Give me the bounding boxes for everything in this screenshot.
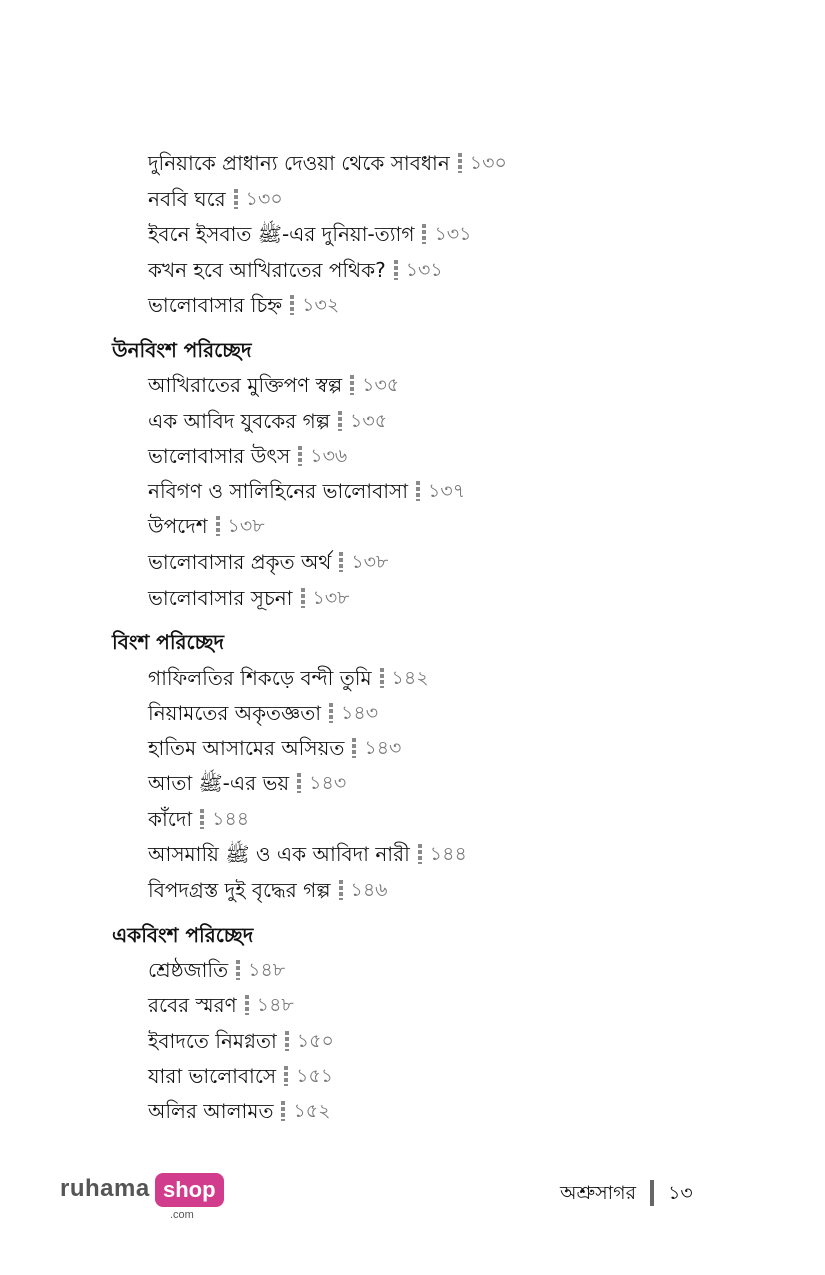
toc-entry — [148, 804, 249, 834]
toc-entry-title: ইবাদতে নিমগ্নতা — [148, 1029, 277, 1053]
toc-entry — [148, 1096, 330, 1126]
dotted-separator-icon — [200, 809, 204, 829]
dotted-separator-icon — [338, 411, 342, 431]
toc-entry-page: ১৪৩ — [364, 737, 402, 759]
toc-entry-title: আতা ﷺ-এর ভয় — [148, 771, 290, 795]
chapter-heading: উনবিংশ পরিচ্ছেদ — [112, 338, 252, 362]
toc-entry-title: কাঁদো — [148, 807, 193, 831]
dotted-separator-icon — [329, 703, 333, 723]
chapter-heading: বিংশ পরিচ্ছেদ — [112, 630, 225, 654]
dotted-separator-icon — [301, 588, 305, 608]
toc-entry — [148, 663, 429, 693]
toc-entry-title: দুনিয়াকে প্রাধান্য দেওয়া থেকে সাবধান — [148, 151, 450, 175]
toc-entry-page: ১৫২ — [293, 1100, 331, 1122]
toc-entry — [148, 290, 339, 320]
dotted-separator-icon — [418, 844, 422, 864]
dotted-separator-icon — [394, 260, 398, 280]
dotted-separator-icon — [416, 481, 420, 501]
toc-entry-title: গাফিলতির শিকড়ে বন্দী তুমি — [148, 666, 372, 690]
dotted-separator-icon — [285, 1031, 289, 1051]
toc-entry-page: ১৪৩ — [341, 702, 379, 724]
toc-entry-title: কখন হবে আখিরাতের পথিক? — [148, 258, 386, 282]
toc-entry-title: ভালোবাসার প্রকৃত অর্থ — [148, 550, 332, 574]
toc-entry-title: নববি ঘরে — [148, 187, 226, 211]
dotted-separator-icon — [281, 1101, 285, 1121]
toc-entry-page: ১৪৮ — [256, 994, 294, 1016]
toc-entry-title: ইবনে ইসবাত ﷺ-এর দুনিয়া-ত্যাগ — [148, 222, 415, 246]
toc-entry-title: নবিগণ ও সালিহিনের ভালোবাসা — [148, 479, 409, 503]
ruhamashop-logo — [60, 1173, 230, 1223]
toc-entry-page: ১৩৮ — [312, 587, 350, 609]
dotted-separator-icon — [458, 153, 462, 173]
toc-entry-title: উপদেশ — [148, 514, 208, 538]
toc-entry-page: ১৩৫ — [362, 374, 400, 396]
toc-entry-page: ১৪৬ — [350, 879, 388, 901]
dotted-separator-icon — [297, 773, 301, 793]
toc-entry-title: হাতিম আসামের অসিয়ত — [148, 736, 345, 760]
logo-ruhama-text: ruhama — [60, 1175, 150, 1202]
dotted-separator-icon — [380, 668, 384, 688]
toc-entry — [148, 255, 443, 285]
toc-entry-page: ১৫১ — [296, 1065, 334, 1087]
toc-entry-title: বিপদগ্রস্ত দুই বৃদ্ধের গল্প — [148, 878, 331, 902]
toc-entry-page: ১৩১ — [434, 223, 472, 245]
toc-entry-page: ১৩২ — [302, 294, 340, 316]
toc-entry-page: ১৩১ — [405, 259, 443, 281]
toc-entry-page: ১৪৮ — [248, 959, 286, 981]
toc-entry — [148, 370, 399, 400]
toc-entry-title: অলির আলামত — [148, 1099, 274, 1123]
toc-entry-title: আসমায়ি ﷺ ও এক আবিদা নারী — [148, 842, 410, 866]
logo-com-text: .com — [170, 1209, 194, 1221]
toc-entry — [148, 733, 401, 763]
dotted-separator-icon — [234, 189, 238, 209]
toc-entry-title: নিয়ামতের অকৃতজ্ঞতা — [148, 701, 322, 725]
toc-entry — [148, 148, 507, 178]
toc-entry-title: ভালোবাসার সূচনা — [148, 586, 293, 610]
toc-entry-page: ১৩০ — [469, 152, 507, 174]
toc-entry — [148, 698, 378, 728]
toc-entry — [148, 583, 350, 613]
dotted-separator-icon — [216, 516, 220, 536]
dotted-separator-icon — [290, 295, 294, 315]
dotted-separator-icon — [350, 375, 354, 395]
toc-entry-page: ১৪৩ — [309, 772, 347, 794]
toc-entry — [148, 768, 346, 798]
toc-entry-title: আখিরাতের মুক্তিপণ স্বল্প — [148, 373, 343, 397]
toc-entry-page: ১৩৬ — [310, 445, 348, 467]
toc-entry-title: ভালোবাসার উৎস — [148, 444, 291, 468]
toc-entry — [148, 511, 265, 541]
toc-entry-page: ১৩০ — [245, 188, 283, 210]
logo-shop-badge: shop — [155, 1173, 224, 1207]
toc-entry — [148, 1061, 333, 1091]
footer-divider — [650, 1180, 654, 1206]
toc-entry — [148, 955, 285, 985]
toc-entry-page: ১৪৪ — [212, 808, 250, 830]
toc-entry-page: ১৩৭ — [428, 480, 466, 502]
toc-entry-page: ১৪৪ — [429, 843, 467, 865]
dotted-separator-icon — [284, 1066, 288, 1086]
toc-entry — [148, 1026, 334, 1056]
toc-entry-title: শ্রেষ্ঠজাতি — [148, 958, 229, 982]
chapter-heading: একবিংশ পরিচ্ছেদ — [112, 923, 254, 947]
page-footer — [560, 1178, 693, 1208]
toc-entry-title: এক আবিদ যুবকের গল্প — [148, 409, 331, 433]
toc-entry-page: ১৪২ — [391, 667, 429, 689]
toc-entry-page: ১৩৮ — [227, 515, 265, 537]
toc-entry-page: ১৫০ — [296, 1030, 334, 1052]
dotted-separator-icon — [339, 880, 343, 900]
toc-entry — [148, 839, 467, 869]
dotted-separator-icon — [298, 446, 302, 466]
dotted-separator-icon — [236, 960, 240, 980]
dotted-separator-icon — [352, 738, 356, 758]
toc-entry — [148, 184, 283, 214]
toc-entry-title: যারা ভালোবাসে — [148, 1064, 277, 1088]
toc-entry — [148, 406, 387, 436]
toc-entry-title: ভালোবাসার চিহ্ন — [148, 293, 283, 317]
book-title: অশ্রুসাগর — [560, 1182, 637, 1204]
toc-entry — [148, 219, 471, 249]
dotted-separator-icon — [245, 995, 249, 1015]
toc-entry-page: ১৩৫ — [350, 410, 388, 432]
toc-entry — [148, 476, 465, 506]
dotted-separator-icon — [422, 224, 426, 244]
page-number: ১৩ — [668, 1182, 693, 1204]
toc-entry — [148, 990, 294, 1020]
dotted-separator-icon — [339, 552, 343, 572]
toc-entry-title: রবের স্মরণ — [148, 993, 237, 1017]
toc-entry — [148, 875, 388, 905]
toc-entry — [148, 441, 347, 471]
toc-entry — [148, 547, 388, 577]
toc-entry-page: ১৩৮ — [351, 551, 389, 573]
